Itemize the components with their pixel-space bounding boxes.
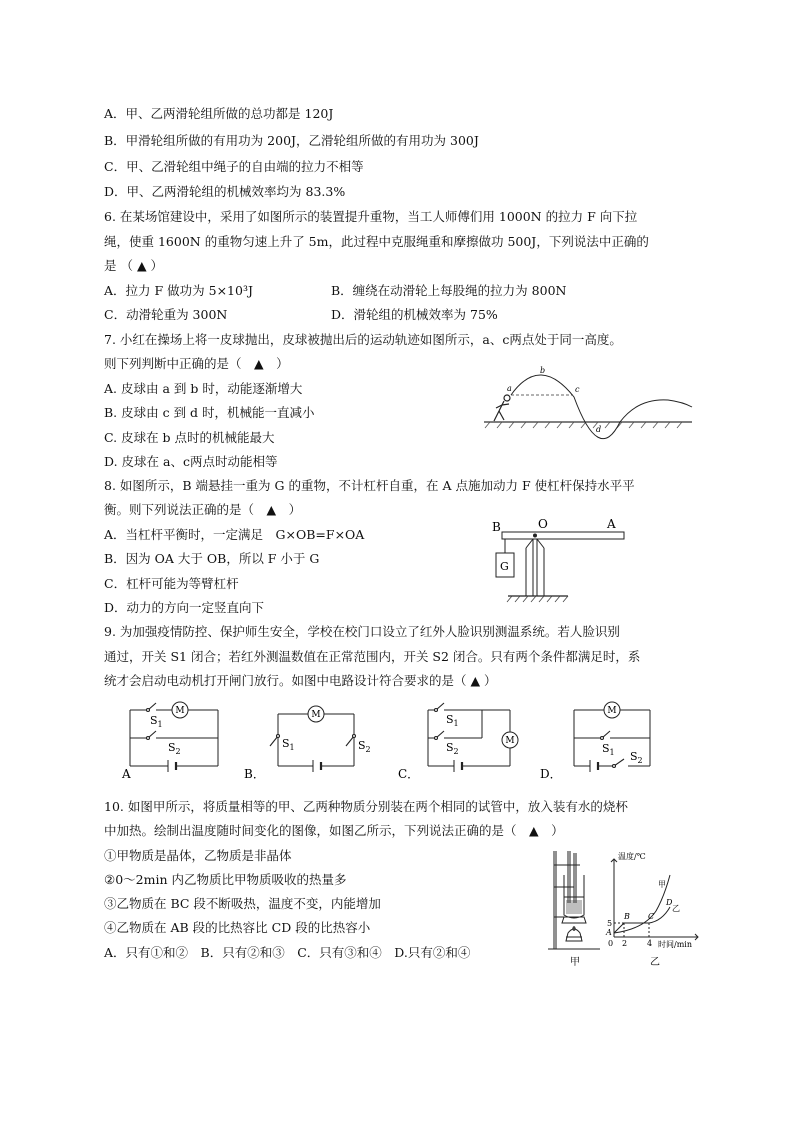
a-s2-sub: 2 — [175, 747, 181, 756]
c-s1-sub: 1 — [453, 719, 459, 728]
graph-x-axis-label: 时间/min — [658, 940, 692, 949]
caption-jia: 甲 — [570, 957, 580, 968]
q10-statement-3: ③乙物质在 BC 段不断吸热，温度不变，内能增加 — [104, 896, 381, 911]
d-s1: S — [602, 742, 610, 755]
thrower-figure — [494, 395, 510, 421]
lever-label-b: B — [492, 520, 501, 534]
point-d-label: d — [596, 425, 602, 434]
graph-curve-jia-label: 甲 — [658, 880, 666, 889]
q10-statement-4: ④乙物质在 AB 段的比热容比 CD 段的比热容小 — [104, 920, 371, 935]
a-s1: S — [150, 714, 158, 727]
heating-experiment-figure — [544, 845, 700, 969]
q8-option-d: D．动力的方向一定竖直向下 — [104, 600, 265, 615]
motor-b-label: M — [311, 710, 321, 720]
q10-stem-line-2: 中加热。绘制出温度随时间变化的图像，如图乙所示，下列说法正确的是（ ▲ ） — [104, 823, 564, 838]
svg-text:S2 — [446, 741, 459, 756]
graph-tick-4: 4 — [647, 939, 653, 948]
a-s1-sub: 1 — [157, 720, 163, 729]
svg-text:S2 — [168, 741, 181, 756]
d-s2: S — [630, 750, 638, 763]
graph-point-b: B — [624, 912, 630, 921]
q10-choices: A．只有①和② B．只有②和③ C．只有③和④ D.只有②和④ — [104, 945, 471, 960]
q5-option-c: C．甲、乙滑轮组中绳子的自由端的拉力不相等 — [104, 159, 364, 174]
svg-text:S1 — [446, 713, 459, 728]
q9-stem-line-3: 统才会启动电动机打开闸门放行。如图中电路设计符合要求的是（ ▲ ） — [104, 673, 497, 688]
q6-option-b: B．缠绕在动滑轮上每股绳的拉力为 800N — [331, 283, 567, 298]
circuit-label-d: D． — [540, 767, 562, 781]
svg-text:S2 — [630, 750, 643, 765]
lever-figure — [482, 512, 632, 604]
q5-option-b: B．甲滑轮组所做的有用功为 200J，乙滑轮组所做的有用功为 300J — [104, 133, 479, 148]
point-c-label: c — [575, 385, 580, 394]
q7-option-a: A. 皮球由 a 到 b 时，动能逐渐增大 — [104, 381, 303, 396]
svg-text:S2 — [358, 739, 371, 754]
q6-stem-line-1: 6. 在某场馆建设中，采用了如图所示的装置提升重物，当工人师傅们用 1000N 的拉力 F 向下拉 — [104, 209, 638, 224]
b-s1: S — [282, 737, 290, 750]
caption-yi: 乙 — [650, 957, 660, 968]
c-s1: S — [446, 713, 454, 726]
q5-option-a: A．甲、乙两滑轮组所做的总功都是 120J — [104, 106, 334, 121]
lever-weight-g: G — [500, 560, 509, 573]
q8-option-a: A．当杠杆平衡时，一定满足 G×OB=F×OA — [104, 527, 365, 542]
lever-label-o: O — [538, 517, 548, 531]
graph-point-c: C — [648, 912, 655, 921]
graph-curve-yi-label: 乙 — [672, 904, 680, 913]
q10-statement-1: ①甲物质是晶体，乙物质是非晶体 — [104, 848, 292, 863]
svg-text:S1 — [282, 737, 295, 752]
q8-option-b: B．因为 OA 大于 OB，所以 F 小于 G — [104, 551, 320, 566]
motor-a-label: M — [175, 706, 185, 716]
q5-option-d: D．甲、乙两滑轮组的机械效率均为 83.3% — [104, 184, 346, 199]
point-a-label: a — [507, 384, 512, 393]
b-s2-sub: 2 — [365, 745, 371, 754]
q6-stem-line-3: 是 （ ▲ ） — [104, 258, 164, 273]
d-s1-sub: 1 — [609, 748, 615, 757]
circuit-options-figure — [118, 696, 698, 786]
q6-stem-line-2: 绳，使重 1600N 的重物匀速上升了 5m，此过程中克服绳重和摩擦做功 500J，下列说法中正确的 — [104, 234, 649, 249]
q6-option-c: C．动滑轮重为 300N — [104, 307, 228, 322]
q6-option-d: D．滑轮组的机械效率为 75% — [331, 307, 498, 322]
circuit-a — [130, 710, 218, 766]
graph-tick-2: 2 — [622, 939, 628, 948]
b-s1-sub: 1 — [289, 743, 295, 752]
q7-stem-line-2: 则下列判断中正确的是（ ▲ ） — [104, 356, 289, 371]
graph-point-a: A — [606, 928, 612, 937]
q9-stem-line-2: 通过，开关 S1 闭合；若红外测温数值在正常范围内，开关 S2 闭合。只有两个条件都满足时，系 — [104, 649, 641, 664]
circuit-label-b: B． — [244, 767, 265, 781]
svg-text:S1 — [602, 742, 615, 757]
b-s2: S — [358, 739, 366, 752]
temperature-time-graph — [611, 859, 698, 940]
point-b-label: b — [540, 366, 546, 375]
d-s2-sub: 2 — [637, 756, 643, 765]
svg-text:S1 — [150, 714, 163, 729]
q10-stem-line-1: 10. 如图甲所示，将质量相等的甲、乙两种物质分别装在两个相同的试管中，放入装有水的烧杯 — [104, 799, 628, 814]
circuit-label-a: A — [122, 767, 131, 781]
q7-option-d: D. 皮球在 a、c两点时动能相等 — [104, 454, 278, 469]
ball-trajectory-figure — [478, 360, 698, 440]
motor-c-label: M — [505, 736, 515, 746]
q7-option-b: B. 皮球由 c 到 d 时，机械能一直减小 — [104, 405, 315, 420]
lever-label-a: A — [607, 517, 616, 531]
c-s2: S — [446, 741, 454, 754]
graph-tick-5: 5 — [607, 919, 613, 928]
c-s2-sub: 2 — [453, 747, 459, 756]
curve-yi — [614, 907, 670, 933]
q7-option-c: C. 皮球在 b 点时的机械能最大 — [104, 430, 275, 445]
motor-d-label: M — [607, 706, 617, 716]
circuit-c — [428, 710, 510, 766]
q8-stem-line-2: 衡。则下列说法正确的是（ ▲ ） — [104, 502, 302, 517]
q6-option-a: A．拉力 F 做功为 5×10³J — [104, 283, 253, 298]
q7-stem-line-1: 7. 小红在操场上将一皮球抛出，皮球被抛出后的运动轨迹如图所示，a、c两点处于同一高度。 — [104, 332, 622, 347]
a-s2: S — [168, 741, 176, 754]
graph-y-axis-label: 温度/℃ — [618, 852, 646, 861]
q9-stem-line-1: 9. 为加强疫情防控、保护师生安全，学校在校门口设立了红外人脸识别测温系统。若人脸识别 — [104, 624, 620, 639]
q8-option-c: C．杠杆可能为等臂杠杆 — [104, 576, 239, 591]
q10-statement-2: ②0～2min 内乙物质比甲物质吸收的热量多 — [104, 872, 347, 887]
q8-stem-line-1: 8. 如图所示，B 端悬挂一重为 G 的重物，不计杠杆自重，在 A 点施加动力 F 使杠杆保持水平平 — [104, 478, 635, 493]
graph-point-d: D — [666, 898, 673, 907]
circuit-label-c: C． — [398, 767, 420, 781]
graph-tick-0: 0 — [608, 939, 614, 948]
